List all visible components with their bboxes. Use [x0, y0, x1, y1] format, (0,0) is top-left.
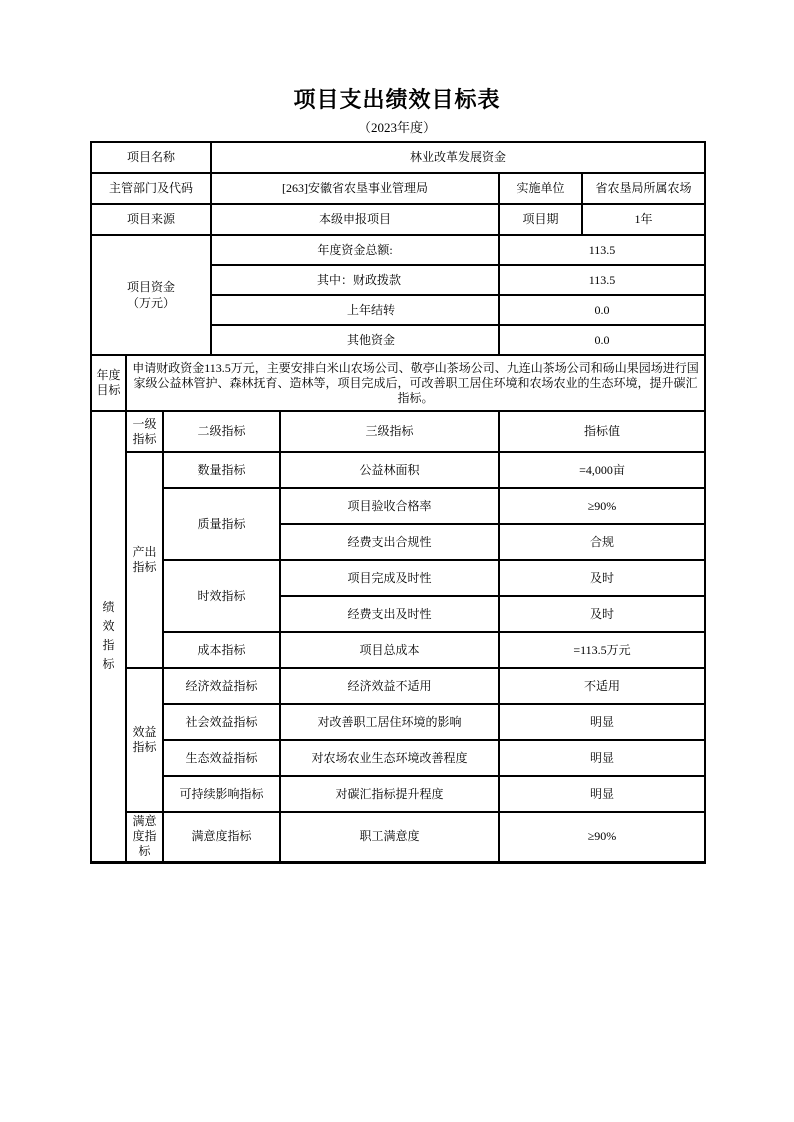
value-total-cost: =113.5万元 [499, 632, 705, 668]
level2-timeliness: 时效指标 [163, 560, 280, 632]
value-forest-area: =4,000亩 [499, 452, 705, 488]
level3-social: 对改善职工居住环境的影响 [280, 704, 499, 740]
level3-acceptance-rate: 项目验收合格率 [280, 488, 499, 524]
level3-staff-satisfaction: 职工满意度 [280, 812, 499, 862]
project-source-value: 本级申报项目 [211, 204, 499, 235]
fund-fiscal-value: 113.5 [499, 265, 705, 295]
level3-completion-timeliness: 项目完成及时性 [280, 560, 499, 596]
level1-output: 产出指标 [126, 452, 163, 668]
level2-ecological: 生态效益指标 [163, 740, 280, 776]
doc-title: 项目支出绩效目标表 [293, 87, 501, 112]
fund-other-value: 0.0 [499, 325, 705, 355]
level3-forest-area: 公益林面积 [280, 452, 499, 488]
fund-other-label: 其他资金 [211, 325, 499, 355]
impl-unit-label: 实施单位 [499, 173, 582, 204]
value-economic: 不适用 [499, 668, 705, 704]
header-level2: 二级指标 [163, 411, 280, 452]
fund-total-label: 年度资金总额: [211, 235, 499, 265]
value-expense-timeliness: 及时 [499, 596, 705, 632]
fund-total-value: 113.5 [499, 235, 705, 265]
level2-economic: 经济效益指标 [163, 668, 280, 704]
level2-cost: 成本指标 [163, 632, 280, 668]
level2-quality: 质量指标 [163, 488, 280, 560]
project-source-label: 项目来源 [91, 204, 211, 235]
value-expense-compliance: 合规 [499, 524, 705, 560]
level2-quantity: 数量指标 [163, 452, 280, 488]
level1-benefit: 效益指标 [126, 668, 163, 812]
header-value: 指标值 [499, 411, 705, 452]
annual-goal-text: 申请财政资金113.5万元，主要安排白米山农场公司、敬亭山茶场公司、九连山茶场公司和砀山果园场进行国家级公益林管护、森林抚育、造林等，项目完成后，可改善职工居住环境和农场农业的生态环境，提升碳汇指标。 [126, 355, 705, 411]
impl-unit-value: 省农垦局所属农场 [582, 173, 705, 204]
performance-target-table [90, 141, 706, 864]
value-ecological: 明显 [499, 740, 705, 776]
fund-group-label [91, 235, 211, 355]
fund-group-label-line1: 项目资金 [127, 280, 176, 294]
dept-code-value: [263]安徽省农垦事业管理局 [211, 173, 499, 204]
level3-expense-compliance: 经费支出合规性 [280, 524, 499, 560]
level3-expense-timeliness: 经费支出及时性 [280, 596, 499, 632]
value-staff-satisfaction: ≥90% [499, 812, 705, 862]
header-level3: 三级指标 [280, 411, 499, 452]
value-acceptance-rate: ≥90% [499, 488, 705, 524]
level2-sustainable: 可持续影响指标 [163, 776, 280, 812]
fund-group-label-line2: （万元） [127, 296, 176, 310]
level2-social: 社会效益指标 [163, 704, 280, 740]
project-period-label: 项目期 [499, 204, 582, 235]
level3-economic: 经济效益不适用 [280, 668, 499, 704]
fund-carryover-value: 0.0 [499, 295, 705, 325]
header-level1: 一级指标 [126, 411, 163, 452]
project-period-value: 1年 [582, 204, 705, 235]
value-completion-timeliness: 及时 [499, 560, 705, 596]
perf-group-label-text: 绩效指标 [102, 600, 115, 672]
doc-subtitle: （2023年度） [357, 120, 436, 135]
project-name-label: 项目名称 [91, 142, 211, 173]
value-social: 明显 [499, 704, 705, 740]
value-sustainable: 明显 [499, 776, 705, 812]
level3-sustainable: 对碳汇指标提升程度 [280, 776, 499, 812]
level3-ecological: 对农场农业生态环境改善程度 [280, 740, 499, 776]
project-name-value: 林业改革发展资金 [211, 142, 705, 173]
perf-group-label [91, 411, 126, 862]
annual-goal-label: 年度目标 [91, 355, 126, 411]
fund-fiscal-label: 其中：财政拨款 [211, 265, 499, 295]
level2-satisfaction: 满意度指标 [163, 812, 280, 862]
fund-carryover-label: 上年结转 [211, 295, 499, 325]
level1-satisfaction: 满意度指标 [126, 812, 163, 862]
dept-code-label: 主管部门及代码 [91, 173, 211, 204]
level3-total-cost: 项目总成本 [280, 632, 499, 668]
